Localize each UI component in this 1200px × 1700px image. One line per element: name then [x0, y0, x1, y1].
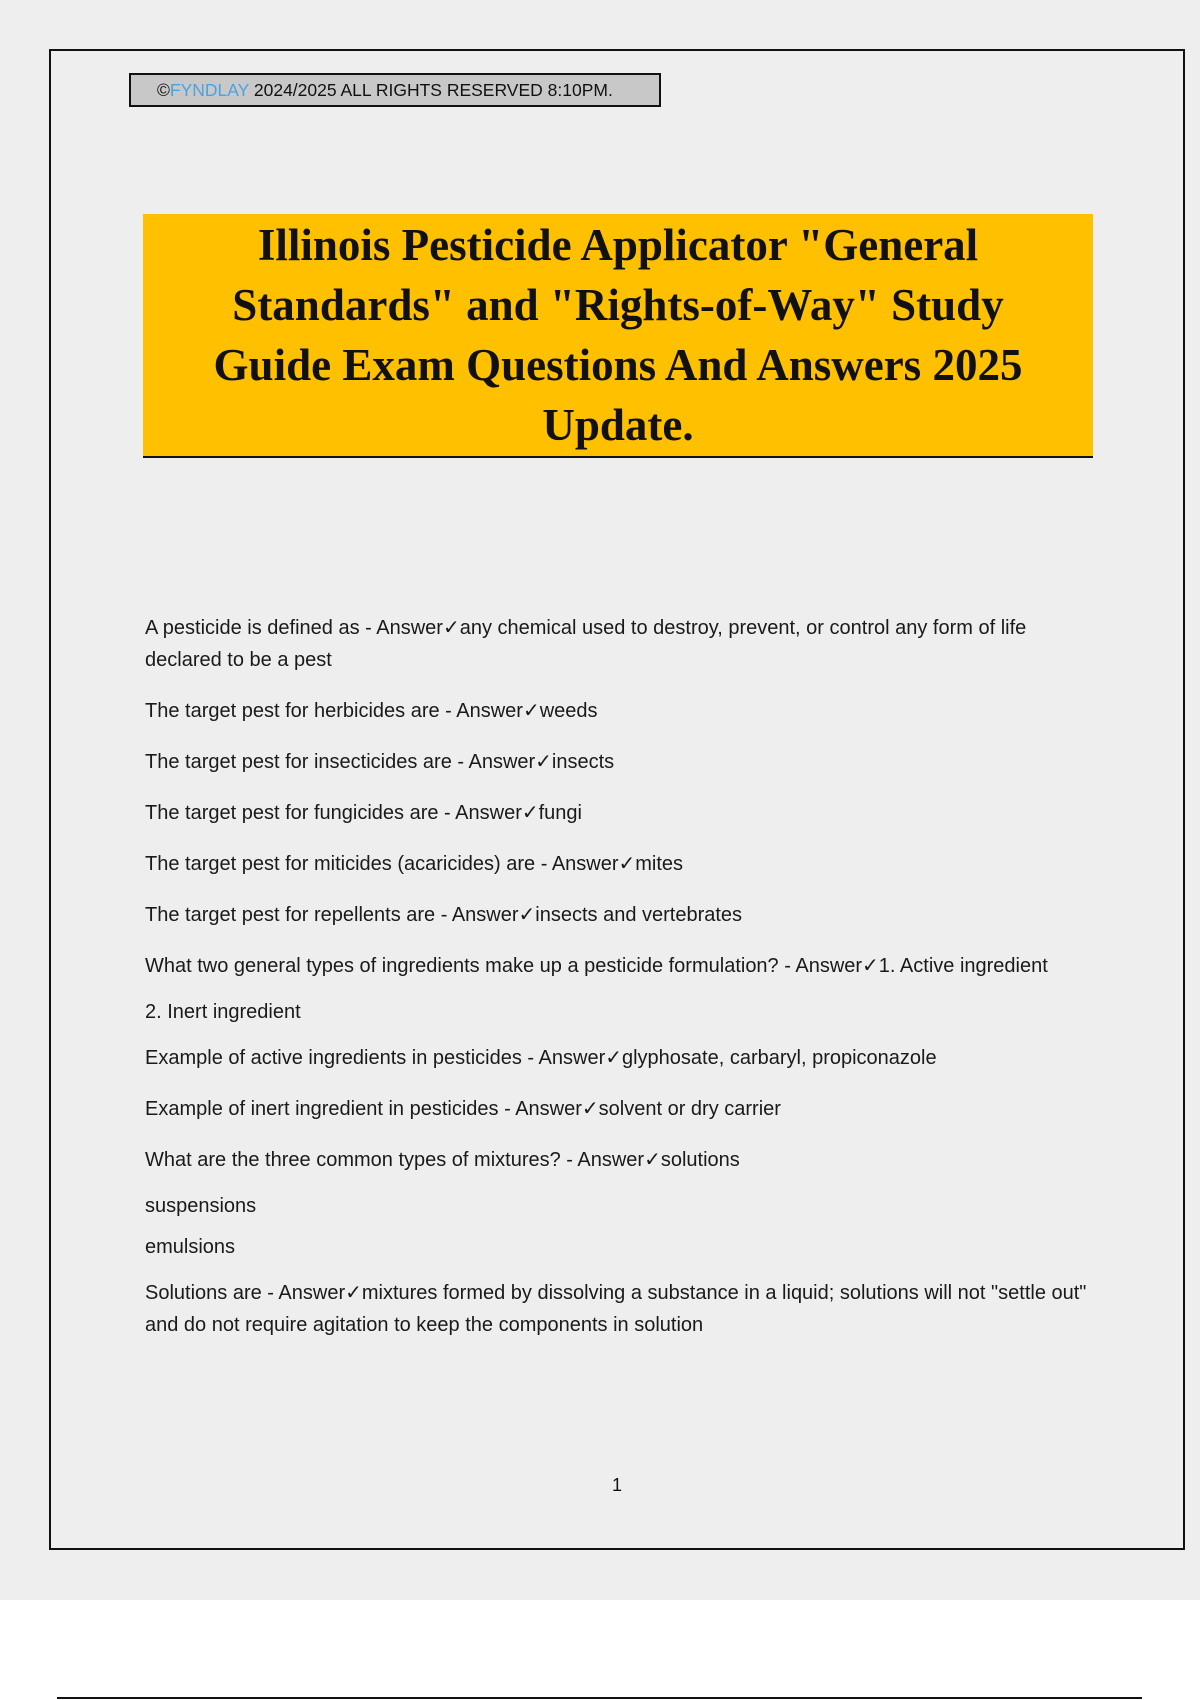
qa-item: The target pest for miticides (acaricides) are - Answer✓mites [145, 853, 684, 875]
copyright-header [129, 73, 661, 107]
brand-name: FYNDLAY [169, 80, 250, 100]
qa-item: The target pest for herbicides are - Answer✓weeds [145, 700, 598, 722]
copyright-text: 2024/2025 ALL RIGHTS RESERVED 8:10PM. [249, 80, 613, 100]
qa-item: The target pest for repellents are - Answer✓insects and vertebrates [145, 904, 743, 926]
copyright-symbol: © [157, 80, 170, 100]
qa-item: The target pest for insecticides are - Answer✓insects [145, 751, 615, 773]
qa-item-continuation: emulsions [145, 1236, 236, 1258]
qa-item: Solutions are - Answer✓mixtures formed by dissolving a substance in a liquid; solutions will not "settle out" and do not require agitation to keep the components in solution [145, 1282, 1087, 1336]
qa-item-continuation: suspensions [145, 1195, 257, 1217]
qa-item: What two general types of ingredients make up a pesticide formulation? - Answer✓1. Active ingredient [145, 955, 1048, 977]
title-banner [143, 214, 1093, 458]
next-page-divider [57, 1697, 1142, 1699]
document-title: Illinois Pesticide Applicator "General Standards" and "Rights-of-Way" Study Guide Exam Questions And Answers 2025 Update. [213, 220, 1023, 450]
qa-item: What are the three common types of mixtures? - Answer✓solutions [145, 1149, 740, 1171]
qa-item-continuation: 2. Inert ingredient [145, 1001, 301, 1023]
qa-list [145, 612, 1095, 1360]
qa-item: A pesticide is defined as - Answer✓any chemical used to destroy, prevent, or control any form of life declared to be a pest [145, 617, 1027, 671]
page-number: 1 [611, 1475, 622, 1495]
qa-item: The target pest for fungicides are - Answer✓fungi [145, 802, 582, 824]
qa-item: Example of inert ingredient in pesticides - Answer✓solvent or dry carrier [145, 1098, 781, 1120]
qa-item: Example of active ingredients in pesticides - Answer✓glyphosate, carbaryl, propiconazole [145, 1047, 937, 1069]
